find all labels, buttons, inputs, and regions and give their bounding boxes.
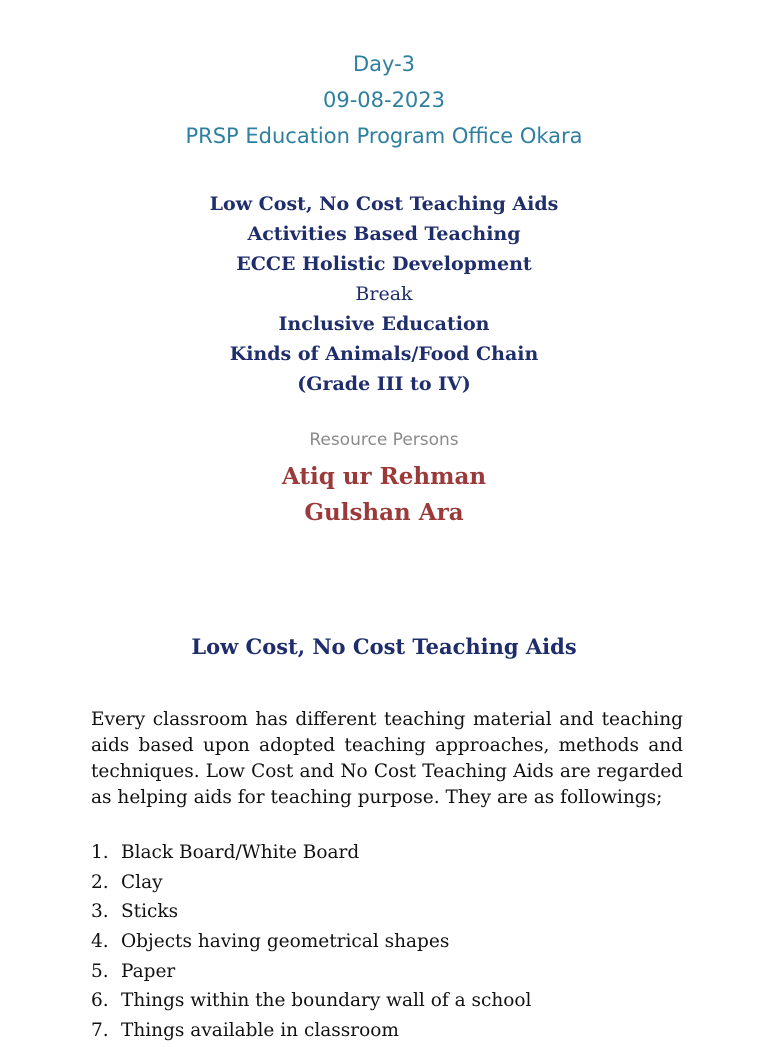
agenda-item: ECCE Holistic Development xyxy=(236,253,532,275)
document-header xyxy=(0,48,768,156)
list-number: 5. xyxy=(91,960,109,982)
list-number: 1. xyxy=(91,842,109,863)
list-number: 6. xyxy=(91,990,109,1012)
list-text: Sticks xyxy=(121,901,179,923)
list-number: 7. xyxy=(91,1020,109,1042)
resource-persons-heading: Resource Persons xyxy=(309,430,459,450)
list-item xyxy=(91,928,711,958)
list-number: 4. xyxy=(91,931,109,953)
agenda-item-break: Break xyxy=(355,283,413,305)
date-label: 09-08-2023 xyxy=(322,88,446,112)
agenda-item: Activities Based Teaching xyxy=(247,223,521,245)
resource-persons-names xyxy=(0,460,768,532)
list-number: 2. xyxy=(91,871,109,893)
list-item xyxy=(91,839,711,869)
teaching-aids-list xyxy=(91,839,711,1047)
list-text: Clay xyxy=(121,871,163,893)
list-item xyxy=(91,987,711,1017)
list-text: Paper xyxy=(121,960,176,982)
office-label: PRSP Education Program Office Okara xyxy=(185,124,583,148)
agenda-list xyxy=(0,190,768,400)
day-label: Day-3 xyxy=(352,52,416,76)
agenda-item: (Grade III to IV) xyxy=(297,373,471,395)
list-number: 3. xyxy=(91,901,109,923)
agenda-item: Kinds of Animals/Food Chain xyxy=(229,343,539,365)
section-paragraph: Every classroom has different teaching material and teaching aids based upon adopted teaching approaches, methods and techniques. Low Cost and No Cost Teaching Aids are regarded as helping aids for teaching purpose. They are as followings; xyxy=(91,709,683,808)
list-text: Black Board/White Board xyxy=(121,842,360,863)
list-text: Things available in classroom xyxy=(121,1020,399,1042)
list-item xyxy=(91,898,711,928)
section-title: Low Cost, No Cost Teaching Aids xyxy=(191,634,577,659)
list-item xyxy=(91,869,711,899)
list-text: Objects having geometrical shapes xyxy=(121,931,450,953)
agenda-item: Inclusive Education xyxy=(278,313,490,335)
list-item xyxy=(91,1017,711,1047)
resource-person-name: Gulshan Ara xyxy=(304,499,464,526)
agenda-item: Low Cost, No Cost Teaching Aids xyxy=(209,193,559,215)
resource-person-name: Atiq ur Rehman xyxy=(281,463,487,490)
list-item xyxy=(91,958,711,988)
list-text: Things within the boundary wall of a school xyxy=(121,990,532,1012)
